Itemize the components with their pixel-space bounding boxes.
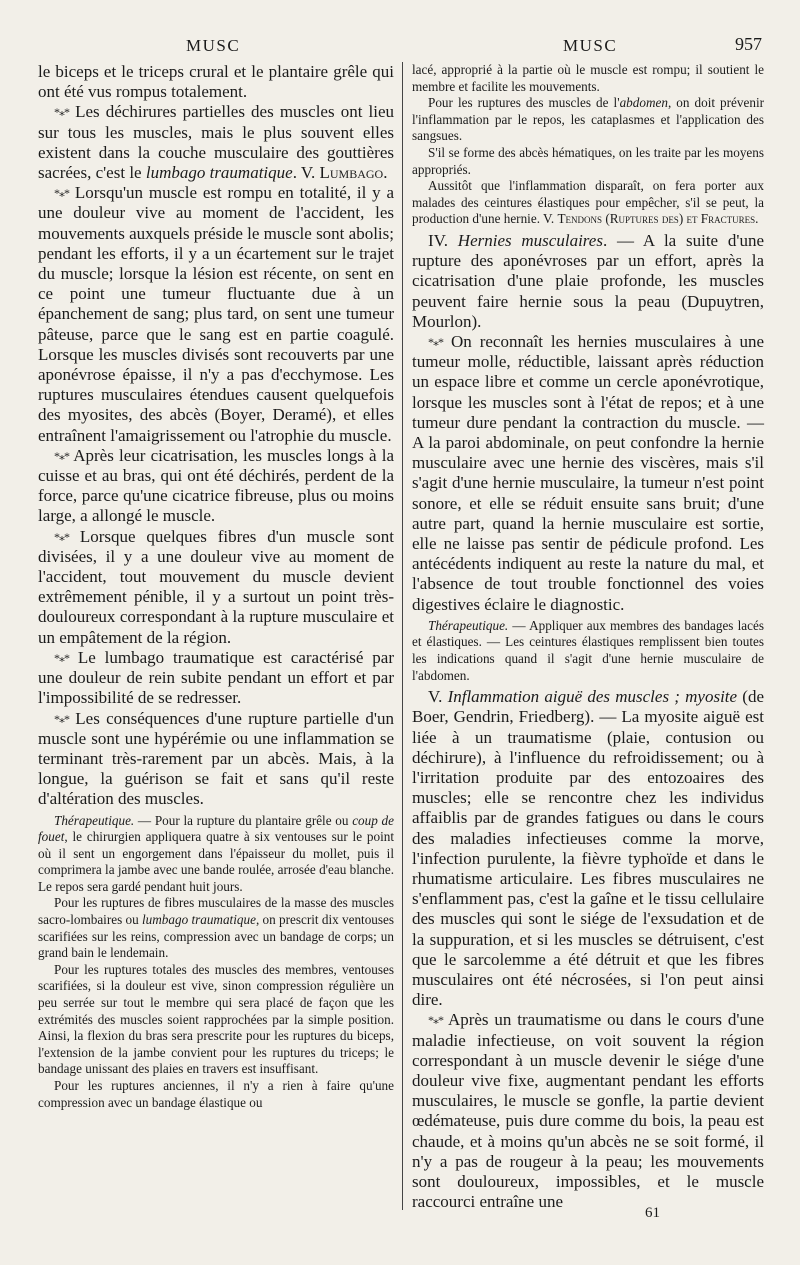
right-column [412,62,764,1212]
left-column [38,62,394,1111]
paragraph: *⁎* Les conséquences d'une rupture partielle d'un muscle sont une hypérémie ou une inflammation se terminant très-rarement par un abcès. Mais, à la longue, la guérison se fait et sans qu'il reste d'altération des muscles. [38,708,394,809]
running-head-left: MUSC [186,36,241,55]
therapeutics-paragraph: lacé, approprié à la partie où le muscle est rompu; il soutient le membre et facilite les mouvements. [412,62,764,94]
therapeutics-paragraph: S'il se forme des abcès hématiques, on les traite par les moyens appropriés. [412,144,764,177]
therapeutics-paragraph: Pour les ruptures totales des muscles des membres, ventouses scarifiées, si la douleur est vive, sinon compression régulière un peu serrée sur tout le membre qui sera placé de façon que les extrémités des muscles soient rapprochées par la simple position. Ainsi, la flexion du bras sera prescrite pour les ruptures du biceps, l'extension de la jambe convient pour les ruptures du triceps; le bandage unissant des plaies en travers est insuffisant. [38,961,394,1077]
paragraph: *⁎* Le lumbago traumatique est caractérisé par une douleur de rein subite pendant un effort et par l'impossibilité de se redresser. [38,647,395,708]
column-divider [402,62,403,1210]
asterism: *⁎* [54,186,69,201]
section-heading-myosite: V. Inflammation aiguë des muscles ; myosite (de Boer, Gendrin, Friedberg). — La myosite aiguë est liée à un traumatisme (plaie, contusion ou déchirure), à l'influence du refroidissement; ou à l'irritation produite par des entozoaires des muscles; elle se rencontre chez les individus affaiblis par de grandes fatigues ou dans le cours des maladies infectieuses comme la morve, l'infection purulente, la fièvre typhoïde et dans le rhumatisme articulaire. Les fibres musculaires ne s'enflamment pas, c'est la gaîne et le tissu cellulaire des muscles qui sont le siége de l'exsudation et de la suppuration, et si les muscles se détruisent, c'est que le sarcolemme a été détruit et que les fibres musculaires ont été nécrosées, si l'on peut ainsi dire. [412,687,764,1010]
asterism: *⁎* [428,1013,443,1028]
asterism: *⁎* [54,711,69,726]
page-number: 957 [735,34,762,54]
asterism: *⁎* [54,448,69,463]
therapeutics-paragraph: Pour les ruptures de fibres musculaires de la masse des muscles sacro-lombaires ou lumbago traumatique, on prescrit dix ventouses scarifiées sur les reins, compression avec un bandage de corps; un grand bain le lendemain. [38,895,395,961]
paragraph: *⁎* Lorsqu'un muscle est rompu en totalité, il y a une douleur vive au moment de l'accident, les mouvements auxquels préside le muscle sont abolis; pendant les efforts, il y a un écartement sur le trajet du muscle; lorsque la lésion est récente, on sent en ce point une tumeur fluctuante due à un épanchement de sang; plus tard, on sent une tumeur pâteuse, parce que le sang est en partie coagulé. Lorsque les muscles divisés sont recouverts par une aponévrose épaisse, il n'y a pas d'ecchymose. Les ruptures musculaires étendues causent quelquefois des myosites, des abcès (Boyer, Deramé), et elles entraînent l'amaigrissement ou l'atrophie du muscle. [38,183,395,445]
paragraph: *⁎* Lorsque quelques fibres d'un muscle sont divisées, il y a une douleur vive au moment de l'accident, tout mouvement du muscle devient extrêmement pénible, il y a surtout un point très-douloureux correspondant à la rupture musculaire et un empâtement de la région. [38,526,395,647]
asterism: *⁎* [54,105,69,120]
paragraph: *⁎* On reconnaît les hernies musculaires à une tumeur molle, réductible, laissant après réduction un espace libre et comme un cercle aponévrotique, lorsque les muscles sont à l'état de repos; et à une tumeur dure pendant la contraction du muscle. — A la paroi abdominale, on peut confondre la hernie musculaire avec une hernie des viscères, mais s'il s'agit d'une hernie musculaire, la tumeur n'est point sonore, et elle se réduit ensuite sans bruit; d'une autre part, quand la hernie musculaire est sortie, elle ne laisse pas sentir de pédicule profond. Les antécédents indiquent au reste la nature du mal, et l'absence de tout trouble fonctionnel des voies digestives éclaire le diagnostic. [412,331,764,614]
paragraph: *⁎* Après un traumatisme ou dans le cours d'une maladie infectieuse, on voit souvent la région correspondant à un muscle devenir le siége d'une douleur vive fixe, augmentant pendant les efforts musculaires, le muscle se gonfle, la partie devient œdémateuse, puis dure comme du bois, la peau est chaude, et à moins qu'un abcès ne se soit formé, il n'y a pas de rougeur à la peau; les mouvements sont douloureux, impossibles, et le muscle raccourci entraîne une [412,1010,764,1212]
paragraph: *⁎* Les déchirures partielles des muscles ont lieu sur tous les muscles, mais le plus souvent elles existent dans la couche musculaire des gouttières sacrées, c'est le lumbago traumatique. V. Lumbago. [38,102,395,183]
running-head-right: MUSC [563,36,618,55]
therapeutics-paragraph: Pour les ruptures anciennes, il n'y a rien à faire qu'une compression avec un bandage élastique ou [38,1078,394,1110]
therapeutics-paragraph: Thérapeutique. — Pour la rupture du plantaire grêle ou coup de fouet, le chirurgien appliquera quatre à six ventouses sur le point où il sent un engorgement dans l'épaisseur du mollet, puis il comprimera la jambe avec une bande roulée, arrosée d'eau blanche. Le repos sera gardé pendant huit jours. [38,812,394,894]
paragraph: le biceps et le triceps crural et le plantaire grêle qui ont été vus rompus totalement. [38,62,394,102]
asterism: *⁎* [54,650,69,665]
printer-signature: 61 [645,1205,660,1221]
paragraph: *⁎* Après leur cicatrisation, les muscles longs à la cuisse et au bras, qui ont été déchirés, perdent de la force, parce qu'une cicatrice fibreuse, plus ou moins large, a allongé le muscle. [38,445,395,526]
asterism: *⁎* [54,529,69,544]
therapeutics-paragraph: Thérapeutique. — Appliquer aux membres des bandages lacés et élastiques. — Les ceintures élastiques remplissent bien toutes les indications quand il s'agit d'une hernie musculaire de l'abdomen. [412,617,764,683]
asterism: *⁎* [428,334,443,349]
section-heading-hernies: IV. Hernies musculaires. — A la suite d'une rupture des aponévroses par un effort, après la cicatrisation d'une plaie profonde, les muscles peuvent faire hernie sous la peau (Dupuytren, Mourlon). [412,230,765,331]
therapeutics-paragraph: Pour les ruptures des muscles de l'abdomen, on doit prévenir l'inflammation par le repos, les cataplasmes et l'application des sangsues. [412,95,764,144]
therapeutics-paragraph: Aussitôt que l'inflammation disparaît, on fera porter aux malades des ceintures élastiques pour empêcher, s'il se peut, la production d'une hernie. V. Tendons (Ruptures des) et Fractures. [412,178,764,227]
